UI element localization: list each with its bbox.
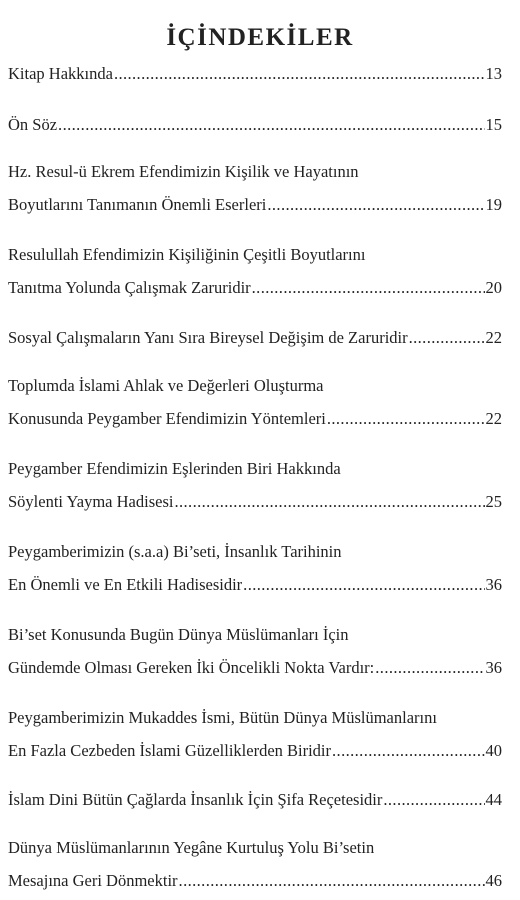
dot-leader xyxy=(179,871,485,891)
toc-entry-title: Boyutlarını Tanımanın Önemli Eserleri xyxy=(8,195,267,214)
toc-entry-title: Konusunda Peygamber Efendimizin Yöntemleri xyxy=(8,409,326,428)
toc-page-number: 36 xyxy=(485,658,502,677)
toc-page-number: 19 xyxy=(485,195,502,214)
toc-entry[interactable] xyxy=(8,162,502,215)
toc-entry-title-line: Toplumda İslami Ahlak ve Değerleri Oluşturma xyxy=(8,376,324,395)
toc-page-number: 20 xyxy=(485,278,502,297)
toc-page-number: 40 xyxy=(485,741,502,760)
toc-entry-title-line: Resulullah Efendimizin Kişiliğinin Çeşitli Boyutlarını xyxy=(8,245,366,264)
toc-page-number: 25 xyxy=(485,492,502,511)
toc-row xyxy=(8,871,502,891)
toc-entry[interactable] xyxy=(8,708,502,761)
toc-entry[interactable] xyxy=(8,376,502,429)
toc-entry-title: Ön Söz xyxy=(8,115,58,134)
toc-entry[interactable] xyxy=(8,838,502,891)
toc-entry-title: En Fazla Cezbeden İslami Güzelliklerden Biridir xyxy=(8,741,332,760)
toc-row xyxy=(8,195,502,215)
toc-entry-title-line: Peygamberimizin (s.a.a) Bi’seti, İnsanlık Tarihinin xyxy=(8,542,342,561)
toc-page-number: 36 xyxy=(485,575,502,594)
dot-leader xyxy=(252,278,485,298)
toc-entry-title: Sosyal Çalışmaların Yanı Sıra Bireysel Değişim de Zaruridir xyxy=(8,328,408,347)
toc-page-number: 46 xyxy=(485,871,502,890)
toc-entry[interactable] xyxy=(8,64,502,84)
toc-row xyxy=(8,64,502,84)
toc-row xyxy=(8,115,502,135)
toc-entry-title: Gündemde Olması Gereken İki Öncelikli Nokta Vardır: xyxy=(8,658,375,677)
dot-leader xyxy=(409,328,485,348)
toc-row xyxy=(8,741,502,761)
page-title: İÇİNDEKİLER xyxy=(166,23,354,51)
dot-leader xyxy=(383,790,484,810)
toc-page-number: 13 xyxy=(485,64,502,83)
dot-leader xyxy=(267,195,484,215)
toc-row xyxy=(8,575,502,595)
toc-entry[interactable] xyxy=(8,245,502,298)
toc-row xyxy=(8,278,502,298)
toc-entry[interactable] xyxy=(8,115,502,135)
toc-entry-title: Mesajına Geri Dönmektir xyxy=(8,871,178,890)
toc-entry[interactable] xyxy=(8,328,502,348)
dot-leader xyxy=(114,64,485,84)
dot-leader xyxy=(243,575,484,595)
toc-entry[interactable] xyxy=(8,625,502,678)
toc-entry-title: Söylenti Yayma Hadisesi xyxy=(8,492,174,511)
toc-page-number: 44 xyxy=(485,790,502,809)
toc-page-number: 22 xyxy=(485,409,502,428)
toc-entry-title: İslam Dini Bütün Çağlarda İnsanlık İçin Şifa Reçetesidir xyxy=(8,790,383,809)
toc-row xyxy=(8,790,502,810)
dot-leader xyxy=(375,658,484,678)
toc-entry[interactable] xyxy=(8,542,502,595)
toc-entry-title-line: Dünya Müslümanlarının Yegâne Kurtuluş Yolu Bi’setin xyxy=(8,838,375,857)
toc-entry-title: En Önemli ve En Etkili Hadisesidir xyxy=(8,575,243,594)
toc-page-number: 15 xyxy=(485,115,502,134)
toc-row xyxy=(8,328,502,348)
dot-leader xyxy=(332,741,484,761)
toc-page-number: 22 xyxy=(485,328,502,347)
toc-entry[interactable] xyxy=(8,459,502,512)
toc-entry-title-line: Peygamber Efendimizin Eşlerinden Biri Hakkında xyxy=(8,459,341,478)
dot-leader xyxy=(58,115,484,135)
toc-row xyxy=(8,409,502,429)
dot-leader xyxy=(327,409,485,429)
toc-row xyxy=(8,658,502,678)
toc-entry-title-line: Hz. Resul-ü Ekrem Efendimizin Kişilik ve Hayatının xyxy=(8,162,359,181)
toc-entry-title-line: Bi’set Konusunda Bugün Dünya Müslümanları İçin xyxy=(8,625,349,644)
toc-entry-title-line: Peygamberimizin Mukaddes İsmi, Bütün Dünya Müslümanlarını xyxy=(8,708,437,727)
toc-entry-title: Tanıtma Yolunda Çalışmak Zaruridir xyxy=(8,278,251,297)
toc-entry-title: Kitap Hakkında xyxy=(8,64,113,83)
toc-row xyxy=(8,492,502,512)
dot-leader xyxy=(174,492,484,512)
toc-entry[interactable] xyxy=(8,790,502,810)
